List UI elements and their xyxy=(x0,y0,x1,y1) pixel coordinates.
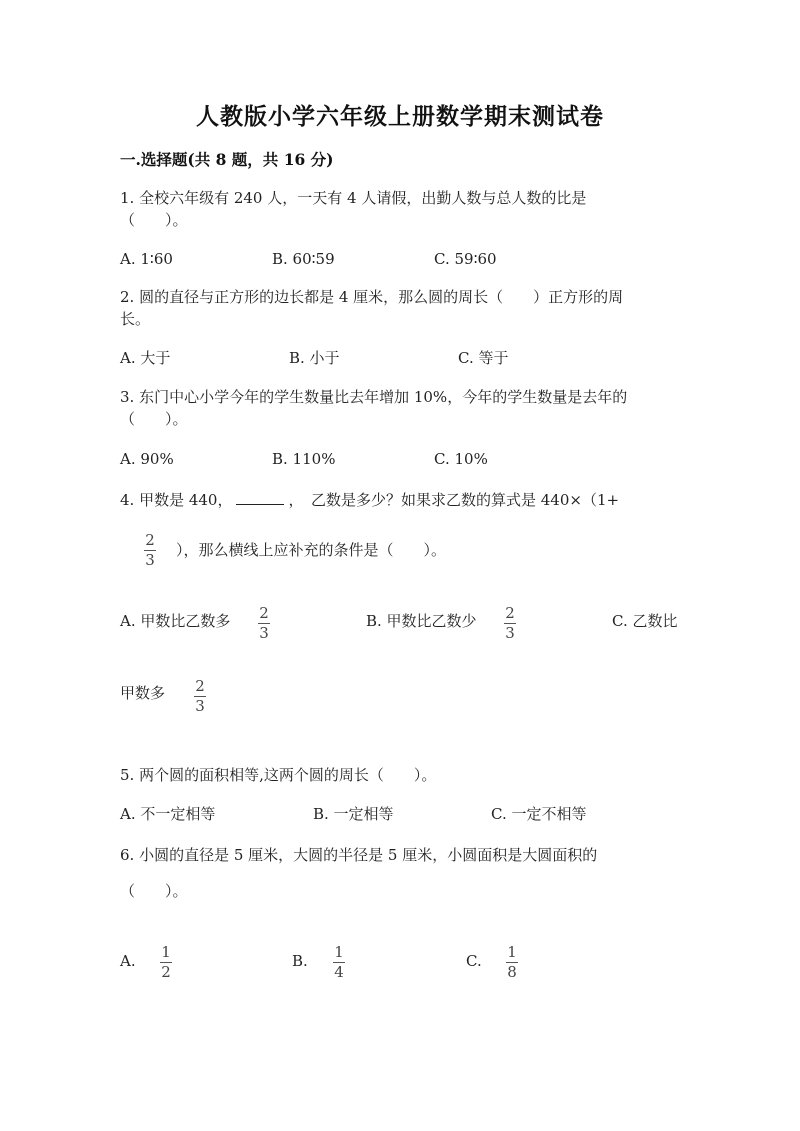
q1-option-c[interactable]: C. 59∶60 xyxy=(434,250,497,268)
q5-option-b[interactable]: B. 一定相等 xyxy=(313,805,394,823)
q1-stem-line1: 1. 全校六年级有 240 人，一天有 4 人请假，出勤人数与总人数的比是 xyxy=(120,189,587,207)
q4-stem-part2: ， 乙数是多少？如果求乙数的算式是 440×（1+ xyxy=(288,491,620,509)
page-title: 人教版小学六年级上册数学期末测试卷 xyxy=(196,103,604,130)
q5-stem-line1: 5. 两个圆的面积相等,这两个圆的周长（ ）。 xyxy=(120,766,437,784)
fraction-numerator: 1 xyxy=(507,943,517,961)
q3-option-c[interactable]: C. 10% xyxy=(434,450,488,468)
q3-option-b[interactable]: B. 110% xyxy=(272,450,336,468)
q4-option-b[interactable]: B. 甲数比乙数少 xyxy=(366,612,477,630)
q4-stem-line2: ），那么横线上应补充的条件是（ ）。 xyxy=(176,541,447,559)
q4-option-b-fraction xyxy=(504,605,516,642)
fraction-numerator: 2 xyxy=(259,604,269,622)
q5-option-c[interactable]: C. 一定不相等 xyxy=(491,805,587,823)
q6-option-c-fraction xyxy=(506,944,518,981)
fraction-numerator: 1 xyxy=(334,943,344,961)
q2-option-b[interactable]: B. 小于 xyxy=(289,349,340,367)
q4-fill-blank xyxy=(236,490,284,505)
q3-option-a[interactable]: A. 90% xyxy=(120,450,174,468)
fraction-denominator: 2 xyxy=(161,963,171,981)
q5-option-a[interactable]: A. 不一定相等 xyxy=(120,805,216,823)
q6-option-a[interactable]: A. xyxy=(120,952,136,970)
q4-option-c-continued: 甲数多 xyxy=(120,684,166,702)
q6-option-b-fraction xyxy=(333,944,345,981)
q2-option-c[interactable]: C. 等于 xyxy=(458,349,509,367)
q1-option-b[interactable]: B. 60∶59 xyxy=(272,250,335,268)
q4-stem-line1 xyxy=(120,489,619,511)
q3-stem-line2: （ ）。 xyxy=(120,410,188,428)
fraction-denominator: 3 xyxy=(505,624,515,642)
fraction-denominator: 3 xyxy=(145,551,155,569)
section-heading: 一.选择题(共 8 题，共 16 分) xyxy=(120,150,334,169)
q1-stem-line2: （ ）。 xyxy=(120,211,188,229)
q4-option-c-fraction xyxy=(194,678,206,715)
q2-option-a[interactable]: A. 大于 xyxy=(120,349,171,367)
fraction-denominator: 4 xyxy=(334,963,344,981)
fraction-denominator: 3 xyxy=(195,697,205,715)
q4-option-c[interactable]: C. 乙数比 xyxy=(612,612,678,630)
q4-stem-part1: 4. 甲数是 440， xyxy=(120,491,233,509)
q1-option-a[interactable]: A. 1∶60 xyxy=(120,250,173,268)
fraction-numerator: 2 xyxy=(145,531,155,549)
q2-stem-line1: 2. 圆的直径与正方形的边长都是 4 厘米，那么圆的周长（ ）正方形的周 xyxy=(120,288,624,306)
q6-option-c[interactable]: C. xyxy=(466,952,482,970)
fraction-denominator: 3 xyxy=(259,624,269,642)
q4-option-a[interactable]: A. 甲数比乙数多 xyxy=(120,612,231,630)
fraction-numerator: 1 xyxy=(161,943,171,961)
fraction-numerator: 2 xyxy=(505,604,515,622)
q4-stem-fraction xyxy=(144,532,156,569)
q6-stem-line1: 6. 小圆的直径是 5 厘米，大圆的半径是 5 厘米，小圆面积是大圆面积的 xyxy=(120,846,598,864)
q6-option-b[interactable]: B. xyxy=(292,952,308,970)
q4-option-a-fraction xyxy=(258,605,270,642)
q6-stem-line2: （ ）。 xyxy=(120,882,188,900)
fraction-numerator: 2 xyxy=(195,677,205,695)
fraction-denominator: 8 xyxy=(507,963,517,981)
q2-stem-line2: 长。 xyxy=(120,310,151,328)
q3-stem-line1: 3. 东门中心小学今年的学生数量比去年增加 10%，今年的学生数量是去年的 xyxy=(120,388,628,406)
q6-option-a-fraction xyxy=(160,944,172,981)
